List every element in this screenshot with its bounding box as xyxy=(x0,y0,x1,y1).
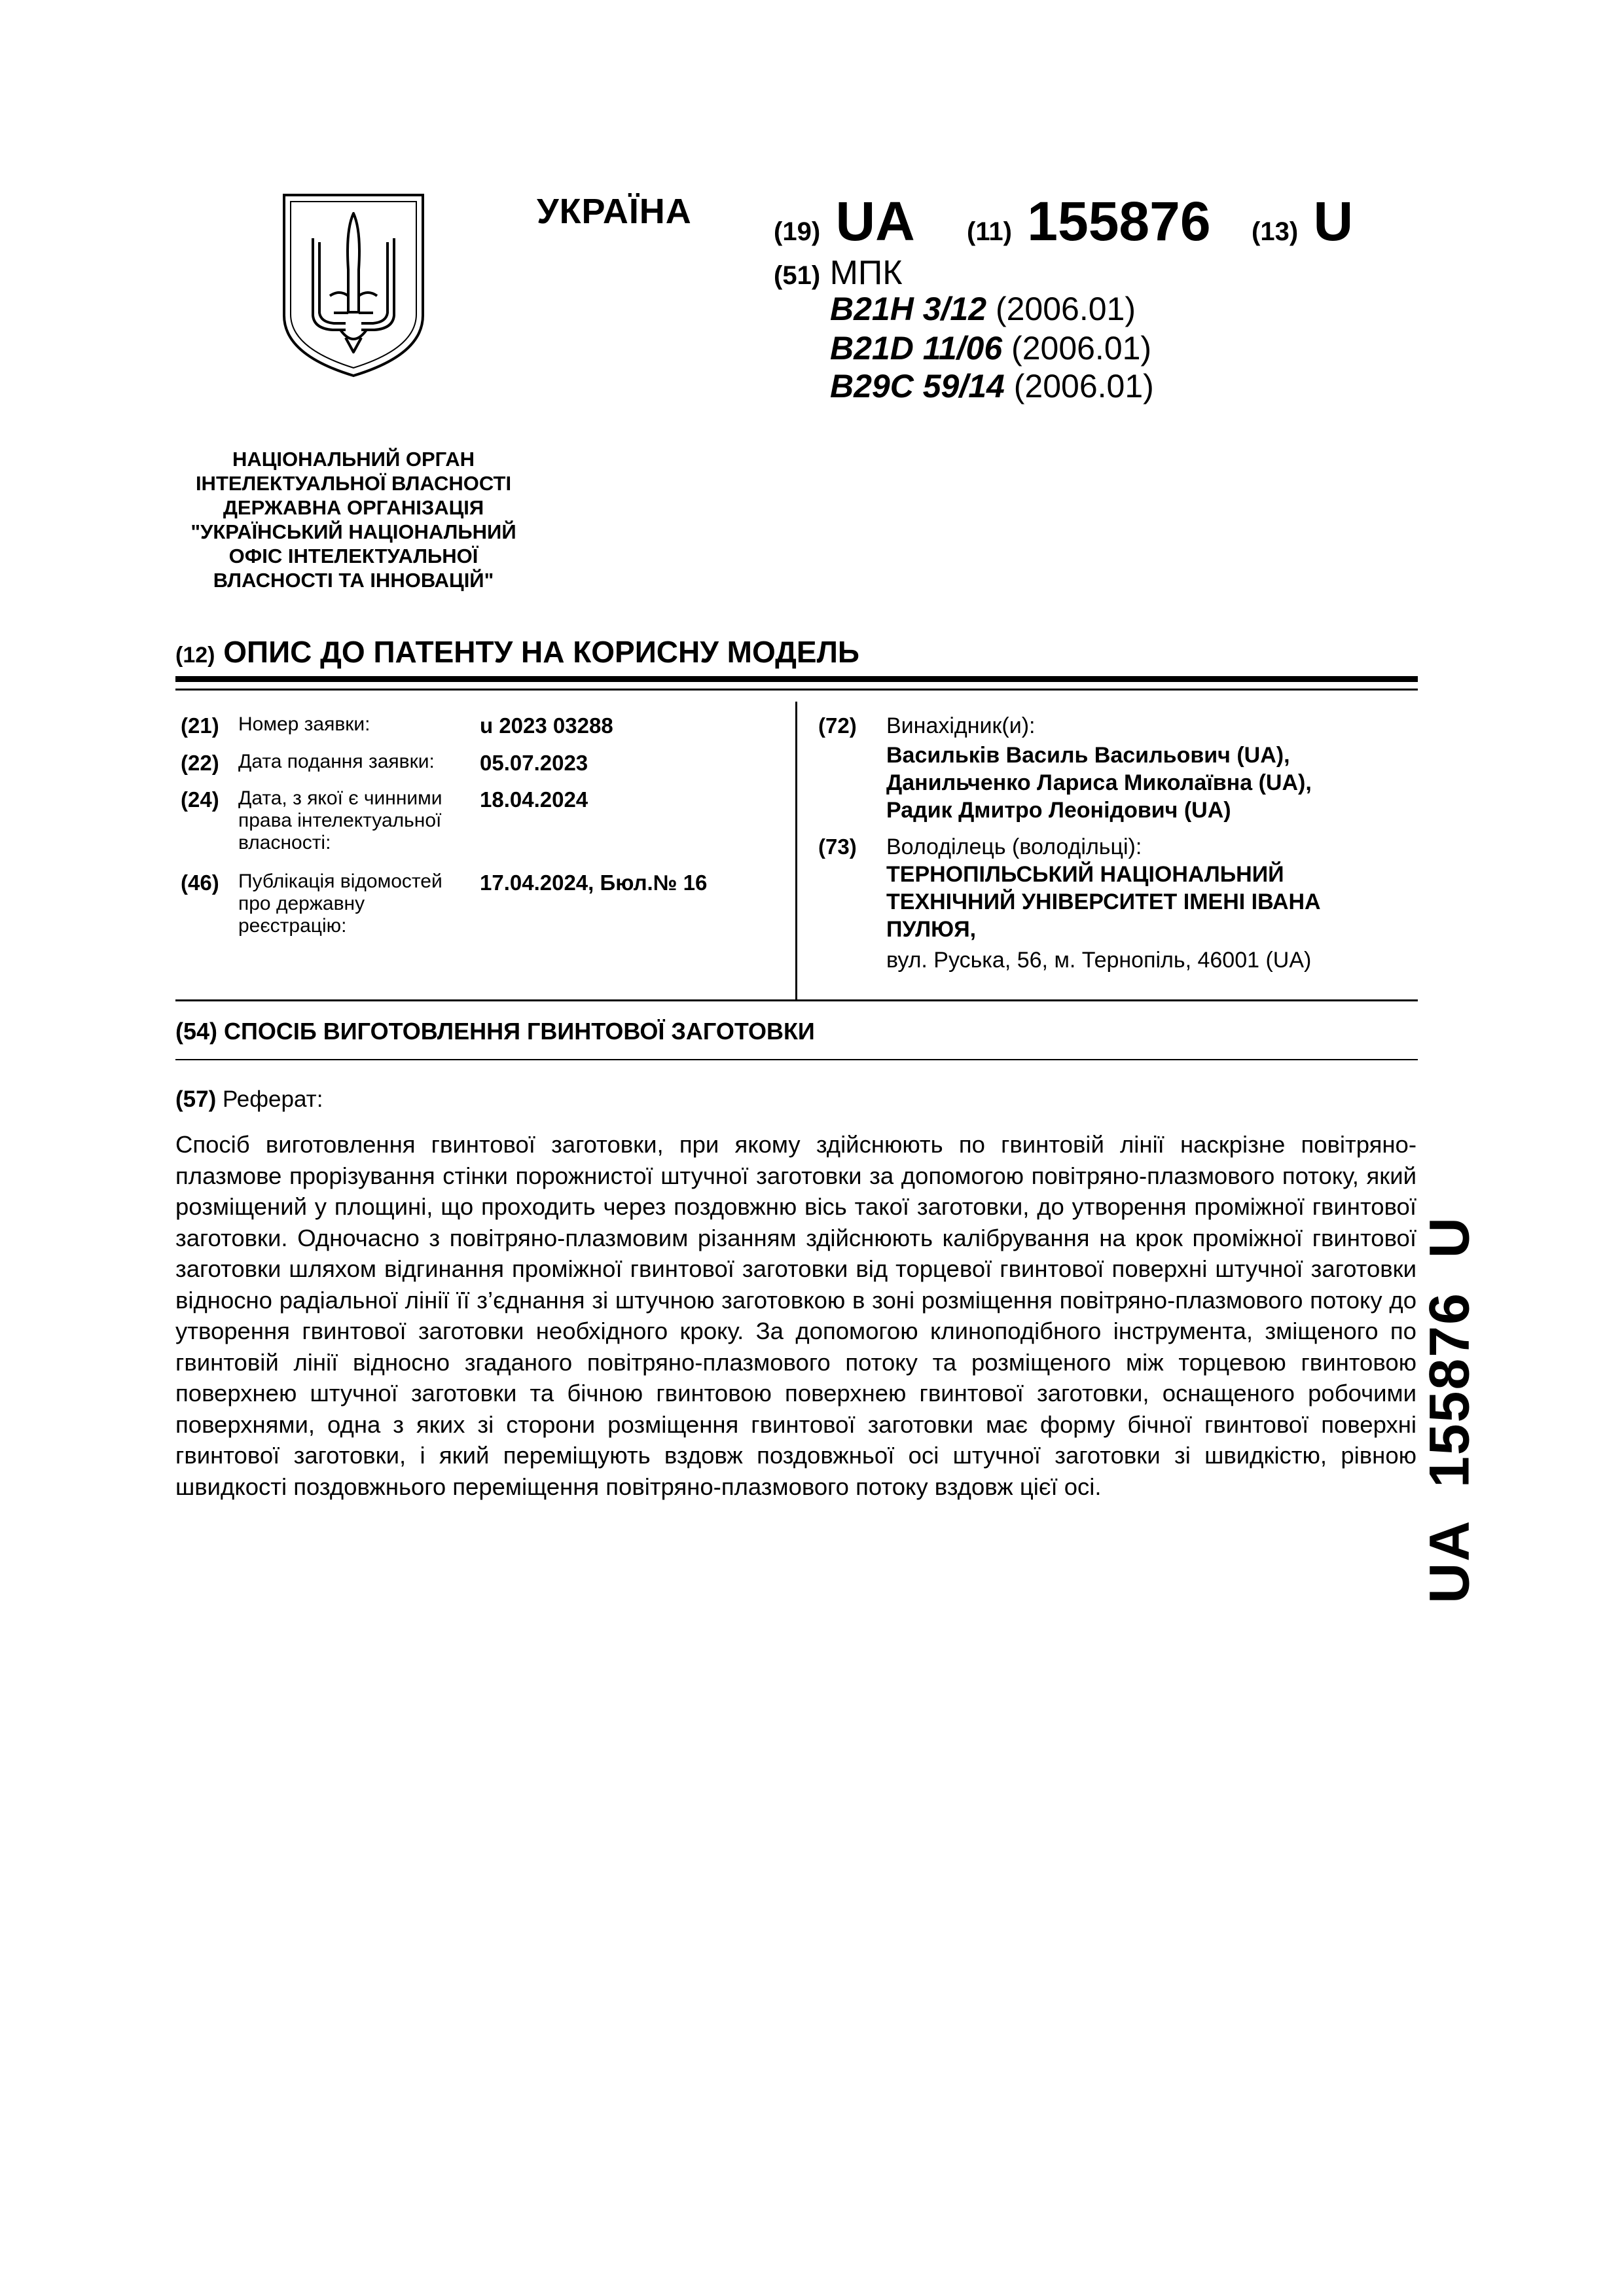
office-line: ІНТЕЛЕКТУАЛЬНОЇ ВЛАСНОСТІ xyxy=(195,472,512,495)
title-divider xyxy=(175,1059,1418,1060)
ipc-class: B21D 11/06 xyxy=(830,330,1003,367)
inid-code-57: (57) xyxy=(175,1086,217,1112)
inventors-label: Винахідник(и): xyxy=(886,713,1036,738)
filing-date-label: Дата подання заявки: xyxy=(238,751,435,772)
office-line: ВЛАСНОСТІ ТА ІННОВАЦІЙ" xyxy=(213,569,494,592)
patent-number: 155876 xyxy=(1027,190,1211,252)
owner-name-line: ТЕХНІЧНИЙ УНІВЕРСИТЕТ ІМЕНІ ІВАНА xyxy=(886,889,1321,914)
country-code: UA xyxy=(835,190,915,252)
ipc-class-row xyxy=(830,289,1136,329)
office-line: НАЦІОНАЛЬНИЙ ОРГАН xyxy=(232,448,475,471)
office-line: ОФІС ІНТЕЛЕКТУАЛЬНОЇ xyxy=(228,545,478,567)
country-code-field xyxy=(774,190,915,259)
owner-label: Володілець (володільці): xyxy=(886,834,1142,859)
inventor-name: Васильків Василь Васильович (UA), xyxy=(886,743,1290,768)
abstract-heading xyxy=(175,1086,323,1113)
inid-code-12: (12) xyxy=(175,643,215,668)
inid-code-11: (11) xyxy=(967,217,1012,246)
application-number-label: Номер заявки: xyxy=(238,713,370,735)
inid-code-22: (22) xyxy=(181,751,219,775)
abstract-text: Спосіб виготовлення гвинтової заготовки, при якому здійснюють по гвинтовій лінії наскрізне повітряно-плазмове прорізування стінки порожнистої штучної заготовки за допомогою повітряно-плазмового потоку, який розміщений у площині, що проходить через поздовжню вісь такої заготовки, до утворення проміжної гвинтової заготовки. Одночасно з повітряно-плазмовим різанням здійснюють калібрування на крок проміжної гвинтової заготовки шляхом відгинання проміжної гвинтової заготовки від торцевої гвинтової поверхні штучної заготовки відносно радіальної лінії її з’єднання зі штучною заготовкою в зоні розміщення повітряно-плазмового потоку до утворення гвинтової заготовки необхідного кроку. За допомогою клиноподібного інструмента, зміщеного по гвинтовій лінії відносно згаданого повітряно-плазмового потоку та розміщеного між торцевою гвинтовою поверхнею штучної заготовки та бічною гвинтовою поверхнею гвинтової заготовки, оснащеного робочими поверхнями, одна з яких зі сторони розміщення гвинтової заготовки має форму бічної гвинтової поверхні гвинтової заготовки, і який переміщують вздовж поздовжньої осі штучної заготовки зі швидкістю, рівною швидкості поздовжнього переміщення повітряно-плазмового потоку вздовж цієї осі. xyxy=(175,1131,1416,1500)
inid-code-72: (72) xyxy=(818,713,857,738)
owner-name-line: ПУЛЮЯ, xyxy=(886,917,977,942)
inid-code-13: (13) xyxy=(1252,217,1299,246)
office-line: ДЕРЖАВНА ОРГАНІЗАЦІЯ xyxy=(223,496,484,519)
inid-code-21: (21) xyxy=(181,713,219,738)
inventor-name: Данильченко Лариса Миколаївна (UA), xyxy=(886,770,1312,795)
inid-code-51: (51) xyxy=(774,261,821,290)
inid-code-46: (46) xyxy=(181,870,219,895)
inid-code-54: (54) xyxy=(175,1018,218,1045)
abstract-label: Реферат: xyxy=(222,1086,323,1112)
document-type: ОПИС ДО ПАТЕНТУ НА КОРИСНУ МОДЕЛЬ xyxy=(223,635,859,669)
kind-code: U xyxy=(1313,190,1354,252)
ipc-label: МПК xyxy=(829,254,903,292)
ipc-class-row xyxy=(830,329,1151,368)
rights-effective-date-value: 18.04.2024 xyxy=(480,787,588,812)
rights-effective-date-label: Дата, з якої є чинними права інтелектуальної власності: xyxy=(238,787,442,853)
column-divider xyxy=(795,702,797,999)
inid-code-73: (73) xyxy=(818,834,857,859)
patent-number-field xyxy=(967,190,1211,259)
heading-divider-thick xyxy=(175,676,1418,682)
trident-emblem-icon xyxy=(280,191,427,378)
invention-title: СПОСІБ ВИГОТОВЛЕННЯ ГВИНТОВОЇ ЗАГОТОВКИ xyxy=(224,1018,815,1045)
heading-divider-thin xyxy=(175,689,1418,691)
ipc-class: B21H 3/12 xyxy=(830,291,987,327)
side-patent-number-text: UA 155876 U xyxy=(1418,1216,1481,1604)
biblio-divider xyxy=(175,999,1418,1001)
ipc-version: (2006.01) xyxy=(1011,330,1152,367)
ipc-version: (2006.01) xyxy=(995,291,1136,327)
office-line: "УКРАЇНСЬКИЙ НАЦІОНАЛЬНИЙ xyxy=(190,520,516,543)
issuing-office xyxy=(157,447,550,592)
filing-date-value: 05.07.2023 xyxy=(480,751,588,775)
ipc-version: (2006.01) xyxy=(1013,368,1154,404)
owner-name-line: ТЕРНОПІЛЬСЬКИЙ НАЦІОНАЛЬНИЙ xyxy=(886,862,1284,887)
country-name: УКРАЇНА xyxy=(537,192,692,231)
invention-title-line xyxy=(175,1018,815,1045)
ipc-class-row xyxy=(830,367,1154,406)
ipc-class: B29C 59/14 xyxy=(830,368,1005,404)
inventor-name: Радик Дмитро Леонідович (UA) xyxy=(886,798,1231,823)
inventors-list xyxy=(886,742,1312,824)
owner-name xyxy=(886,861,1321,943)
application-number-value: u 2023 03288 xyxy=(480,713,613,738)
inid-code-19: (19) xyxy=(774,217,821,246)
owner-address: вул. Руська, 56, м. Тернопіль, 46001 (UA) xyxy=(886,948,1312,973)
publication-value: 17.04.2024, Бюл.№ 16 xyxy=(480,870,708,895)
document-type-heading xyxy=(175,634,859,670)
kind-code-field xyxy=(1252,190,1354,259)
inid-code-24: (24) xyxy=(181,787,219,812)
publication-label: Публікація відомостей про державну реєстрацію: xyxy=(238,870,442,937)
